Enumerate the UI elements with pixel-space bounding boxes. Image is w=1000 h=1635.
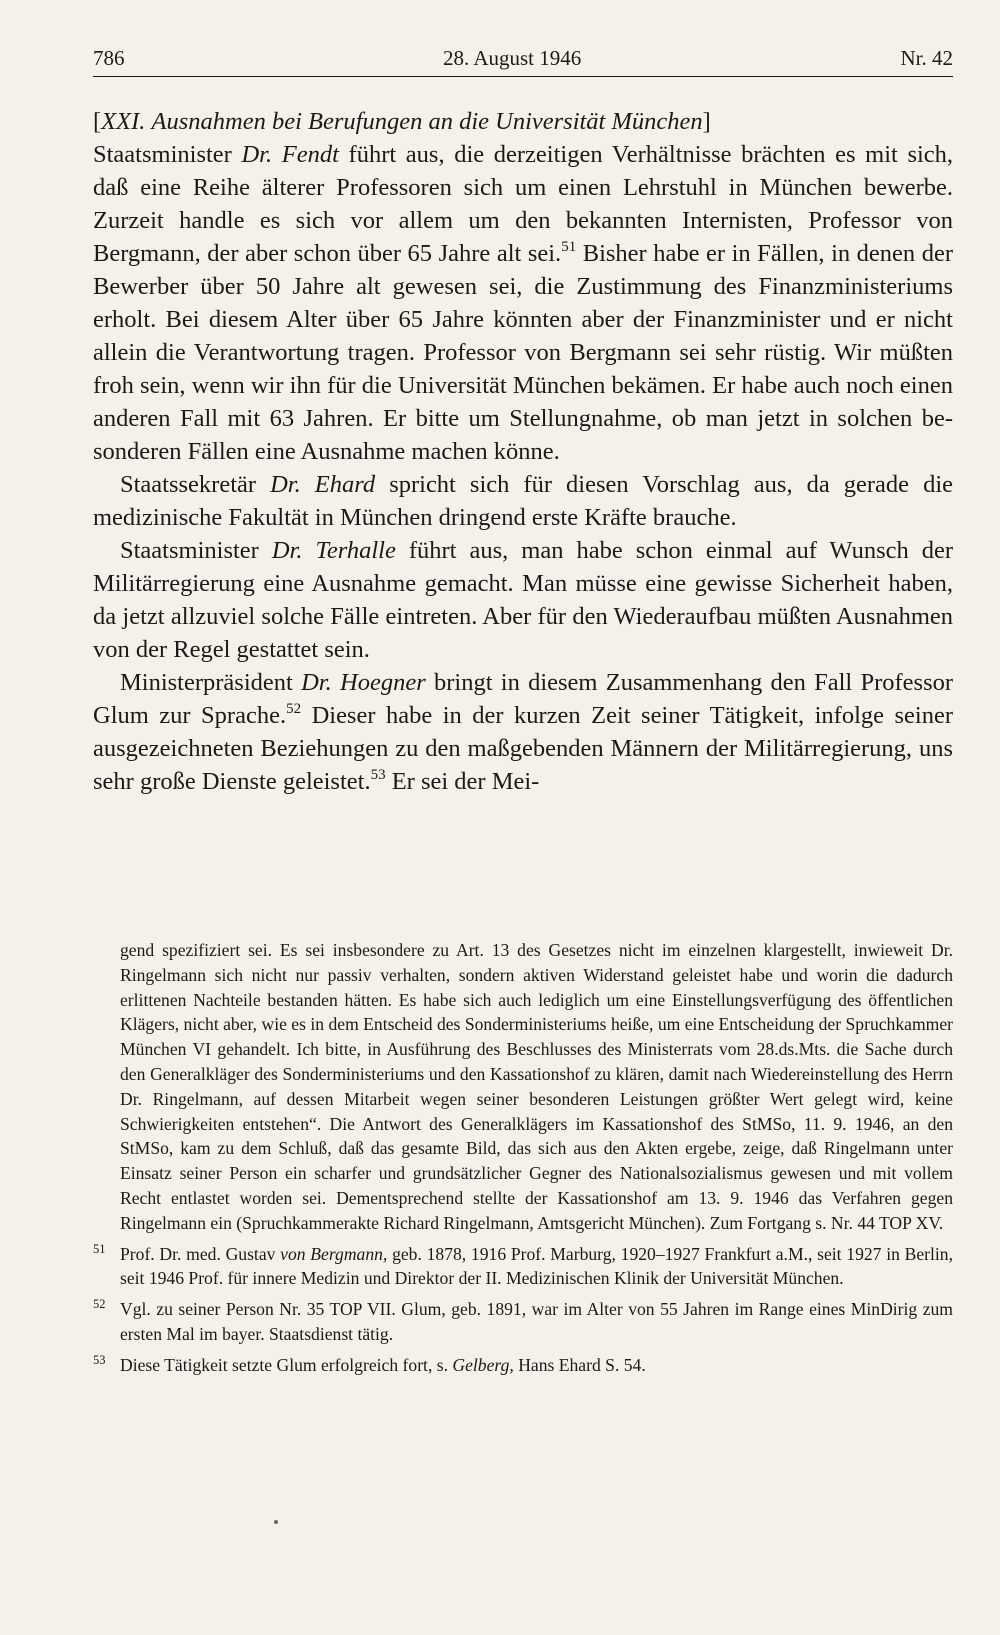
footnote-text: Prof. Dr. med. Gustav [120, 1243, 276, 1264]
page-speck [274, 1520, 278, 1524]
issue-number: Nr. 42 [900, 46, 953, 70]
footnote-text: Hans Ehard S. 54. [518, 1354, 646, 1375]
section-number: XXI. [101, 108, 146, 135]
header-rule [93, 76, 953, 77]
paragraph-fendt [93, 138, 953, 468]
speaker-title: Dr. [270, 471, 301, 498]
footnotes [93, 938, 953, 1384]
footnote-text: Diese Tätigkeit setzte Glum erfolgreich fort, s. [120, 1354, 448, 1375]
footnote-number: 52 [93, 1297, 106, 1312]
footnote-continuation: gend spezifiziert sei. Es sei insbesondere zu Art. 13 des Gesetzes nicht im einzelnen klargestellt, inwieweit Dr. Ringelmann sich nicht nur passiv verhalten, sondern aktiven Widerstand geleistet habe und worin die dadurch erlittenen Nachteile bestanden hätten. Es habe sich auch lediglich um eine Einstellungsverfügung des öffentlichen Klägers, nicht aber, wie es in dem Entscheid des Sonderministeriums heiße, um eine Entscheidung der Spruchkammer München VI gehandelt. Ich bitte, in Ausführung des Beschlusses des Ministerrats vom 28.ds.Mts. die Sache durch den Generalkläger des Sonderministeriums und den Kassationshof zu klären, damit nach Wiedereinstellung des Herrn Dr. Ringelmann, auf dessen Mitarbeit wegen seiner besonderen Leistungen größter Wert gelegt wird, keine Schwierigkeiten entstehen“. Die Antwort des Generalklägers im Kassationshof des StMSo, 11. 9. 1946, an den StMSo, kam zu dem Schluß, daß das gesamte Bild, das sich aus den Akten ergebe, zeige, daß Ringelmann unter Einsatz seiner Person ein scharfer und grundsätzlicher Gegner des Nationalsozialismus gewesen und mit vollem Recht entlastet worden sei. Dementsprechend stellte der Kassationshof am 13. 9. 1946 das Verfahren gegen Ringelmann ein (Spruchkammerakte Richard Ringelmann, Amtsgericht München). Zum Fortgang s. Nr. 44 TOP XV. [120, 940, 953, 1233]
heading-bracket-open: [ [93, 108, 102, 135]
speaker-name: Fendt [281, 141, 339, 168]
footnote-text: Vgl. zu seiner Person Nr. 35 TOP VII. Glum, geb. 1891, war im Alter von 55 Jahren im Range eines MinDirig zum ersten Mal im bayer. Staatsdienst tätig. [120, 1299, 953, 1344]
speaker-role: Staatsminister [93, 141, 232, 168]
paragraph-text: Er sei der Mei- [391, 768, 540, 795]
speaker-name: Terhalle [315, 537, 396, 564]
header-date: 28. August 1946 [443, 46, 582, 70]
speaker-role: Ministerpräsident [120, 669, 293, 696]
paragraph-text: Bisher habe er in Fällen, in denen der Bewerber über 50 Jahre alt gewesen sei, die Zustimmung des Finanzministeriums erholt. Bei diesem Alter über 65 Jahre könnten aber der Finanzminister und er nicht allein die Verantwortung tragen. Professor von Bergmann sei sehr rüstig. Wir müßten froh sein, wenn wir ihn für die Universität München bekämen. Er habe auch noch einen anderen Fall mit 63 Jahren. Er bitte um Stellungnahme, ob man jetzt in solchen besonderen Fällen eine Ausnahme machen könne. [93, 240, 953, 465]
paragraph-terhalle [93, 534, 953, 666]
speaker-title: Dr. [301, 669, 332, 696]
speaker-role: Staatsminister [120, 537, 259, 564]
footnote-53 [93, 1352, 953, 1378]
paragraph-hoegner [93, 666, 953, 798]
footnote-ref-51[interactable]: 51 [561, 239, 577, 255]
speaker-name: Hoegner [340, 669, 426, 696]
paragraph-text: spricht sich für diesen Vorschlag aus, da gerade die medizinische Fakultät in München dringend erste Kräfte brauche. [93, 471, 954, 531]
footnote-text: geb. 1878, 1916 Prof. Marburg, 1920–1927 Frankfurt a.M., seit 1927 in Berlin, seit 1946 Prof. für innere Medizin und Direktor der II. Medizinischen Klinik der Universität München. [120, 1243, 953, 1289]
footnote-ref-52[interactable]: 52 [286, 701, 302, 717]
main-text [93, 105, 953, 798]
footnote-person-name: von Bergmann, [280, 1243, 388, 1264]
speaker-role: Staatssekretär [120, 471, 257, 498]
footnote-number: 53 [93, 1352, 106, 1367]
footnote-51 [93, 1241, 953, 1292]
paragraph-text: führt aus, man habe schon einmal auf Wunsch der Militärregierung eine Ausnahme gemacht. Man müsse eine gewisse Sicherheit haben, da jetzt allzuviel solche Fälle eintreten. Aber für den Wiederaufbau müßten Ausnahmen von der Regel gestattet sein. [93, 537, 954, 663]
footnote-author-name: Gelberg, [452, 1354, 514, 1375]
paragraph-text: führt aus, die derzeitigen Verhältnisse brächten es mit sich, daß eine Reihe älterer Professoren sich um einen Lehrstuhl in München bewerbe. Zurzeit handle es sich vor allem um den bekannten Internisten, Professor von Bergmann, der aber schon über 65 Jahre alt sei. [93, 141, 954, 267]
section-title: Ausnahmen bei Berufungen an die Universität München [151, 108, 703, 135]
section-heading [93, 105, 953, 138]
page-number: 786 [93, 46, 125, 70]
speaker-title: Dr. [271, 537, 303, 564]
speaker-title: Dr. [241, 141, 273, 168]
heading-bracket-close: ] [702, 108, 711, 135]
paragraph-text: Dieser habe in der kurzen Zeit seiner Tätigkeit, infolge seiner ausgezeichneten Beziehungen zu den maßgebenden Männern der Militärregierung, uns sehr große Dienste geleistet. [93, 702, 953, 795]
paragraph-text: bringt in diesem Zusammenhang den Fall Professor Glum zur Sprache. [93, 669, 954, 729]
running-header [93, 44, 953, 78]
footnote-number: 51 [93, 1241, 106, 1256]
paragraph-ehard [93, 468, 953, 534]
speaker-name: Ehard [314, 471, 376, 498]
footnote-ref-53[interactable]: 53 [370, 767, 386, 783]
footnote-52 [93, 1297, 953, 1347]
